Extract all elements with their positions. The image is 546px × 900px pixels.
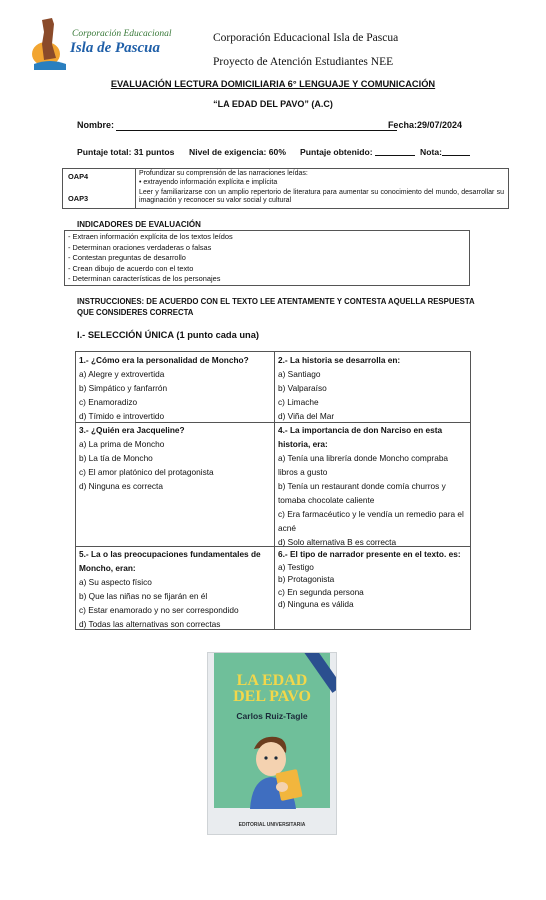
answer-option[interactable]: c) En segunda persona (278, 586, 364, 597)
answer-option[interactable]: d) Todas las alternativas son correctas (79, 619, 221, 629)
exigency-level: Nivel de exigencia: 60% (189, 147, 286, 157)
answer-option[interactable]: a) Alegre y extrovertida (79, 369, 165, 379)
answer-option[interactable]: c) Estar enamorado y no ser correspondido (79, 605, 239, 615)
institution-name: Corporación Educacional Isla de Pascua (213, 32, 399, 44)
question-text: 3.- ¿Quién era Jacqueline? (79, 425, 185, 435)
objective-code: OAP4 (68, 172, 89, 181)
question-text: 5.- La o las preocupaciones fundamentales de Moncho, eran: (79, 549, 261, 573)
indicators-title: INDICADORES DE EVALUACIÓN (77, 220, 201, 229)
answer-option[interactable]: b) Que las niñas no se fijarán en él (79, 591, 208, 601)
book-publisher: EDITORIAL UNIVERSITARIA (238, 822, 306, 828)
moai-logo-icon (30, 14, 70, 72)
objective-line: Profundizar su comprensión de las narraciones leídas: (139, 170, 308, 177)
book-subtitle: “LA EDAD DEL PAVO” (A.C) (213, 99, 333, 109)
answer-option[interactable]: d) Ninguna es válida (278, 599, 354, 610)
question-3 (76, 423, 274, 493)
answer-option[interactable]: a) Su aspecto físico (79, 577, 152, 587)
indicator-item: - Contestan preguntas de desarrollo (68, 253, 186, 263)
answer-option[interactable]: c) Era farmacéutico y le vendía un remedio para el acné (278, 509, 464, 533)
school-logo (30, 14, 172, 72)
project-name: Proyecto de Atención Estudiantes NEE (213, 56, 394, 68)
book-cover-author: Carlos Ruiz-Tagle (236, 711, 308, 721)
answer-option[interactable]: d) Ninguna es correcta (79, 481, 163, 491)
objectives-table (62, 168, 509, 209)
answer-option[interactable]: b) Simpático y fanfarrón (79, 383, 168, 393)
question-4 (275, 423, 469, 549)
instructions: INSTRUCCIONES: DE ACUERDO CON EL TEXTO LEE ATENTAMENTE Y CONTESTA AQUELLA RESPUESTA QUE CONSIDERES CORRECTA (77, 297, 475, 317)
question-text: 2.- La historia se desarrolla en: (278, 355, 401, 365)
name-field[interactable] (116, 130, 397, 131)
logo-text-top: Corporación Educacional (72, 29, 172, 39)
book-title-line: DEL PAVO (233, 688, 311, 705)
score-row (77, 147, 497, 161)
answer-option[interactable]: b) Protagonista (278, 574, 335, 585)
logo-text-main: Isla de Pascua (70, 40, 160, 56)
question-5 (76, 547, 274, 631)
indicators-table (64, 230, 470, 286)
objective-line: • extrayendo información explícita e implícita (139, 179, 278, 186)
obtained-score-label: Puntaje obtenido: (300, 147, 373, 157)
objectives-divider (135, 169, 136, 208)
question-text: 1.- ¿Cómo era la personalidad de Moncho? (79, 355, 249, 365)
total-score: Puntaje total: 31 puntos (77, 147, 175, 157)
answer-option[interactable]: a) Santiago (278, 369, 321, 379)
answer-option[interactable]: c) Limache (278, 397, 319, 407)
question-2 (275, 353, 471, 423)
indicator-item: - Extraen información explícita de los textos leídos (68, 232, 233, 241)
book-cover-title (208, 673, 336, 705)
name-row (77, 120, 477, 134)
book-title-line: LA EDAD (236, 672, 308, 689)
objective-description: Leer y familiarizarse con un amplio repertorio de literatura para aumentar su conocimiento del mundo, desarrollar su imaginación y reconocer su valor social y cultural (139, 189, 504, 205)
question-text: 4.- La importancia de don Narciso en esta historia, era: (278, 425, 443, 449)
section-title: I.- SELECCIÓN ÚNICA (1 punto cada una) (77, 330, 259, 340)
answer-option[interactable]: d) Viña del Mar (278, 411, 335, 421)
grade-label: Nota: (420, 147, 442, 157)
indicator-item: - Crean dibujo de acuerdo con el texto (68, 263, 194, 273)
answer-option[interactable]: b) Tenía un restaurant donde comía churros y tomaba chocolate caliente (278, 481, 446, 505)
answer-option[interactable]: a) Tenía una librería donde Moncho compraba libros a gusto (278, 453, 449, 477)
book-cover-image (207, 652, 337, 835)
question-text: 6.- El tipo de narrador presente en el texto. es: (278, 549, 461, 559)
obtained-score-line (375, 147, 415, 156)
indicator-item: - Determinan características de los personajes (68, 274, 221, 284)
question-6 (275, 547, 469, 611)
answer-option[interactable]: b) La tía de Moncho (79, 453, 153, 463)
answer-option[interactable]: d) Tímido e introvertido (79, 411, 165, 421)
name-label: Nombre: (77, 120, 115, 130)
boy-reading-illustration-icon (226, 729, 320, 809)
answer-option[interactable]: b) Valparaíso (278, 383, 327, 393)
answer-option[interactable]: d) Solo alternativa B es correcta (278, 537, 397, 547)
answer-option[interactable]: a) Testigo (278, 562, 314, 572)
objective-code: OAP3 (68, 194, 89, 203)
document-title: EVALUACIÓN LECTURA DOMICILIARIA 6° LENGUAJE Y COMUNICACIÓN (110, 79, 436, 89)
indicator-item: - Determinan oraciones verdaderas o falsas (68, 242, 212, 252)
answer-option[interactable]: c) Enamoradizo (79, 397, 138, 407)
answer-option[interactable]: a) La prima de Moncho (79, 439, 165, 449)
date-label: Fecha:29/07/2024 (387, 120, 462, 130)
grade-field[interactable] (442, 147, 470, 156)
questions-table (75, 351, 471, 630)
answer-option[interactable]: c) El amor platónico del protagonista (79, 467, 214, 477)
question-1 (76, 353, 274, 423)
